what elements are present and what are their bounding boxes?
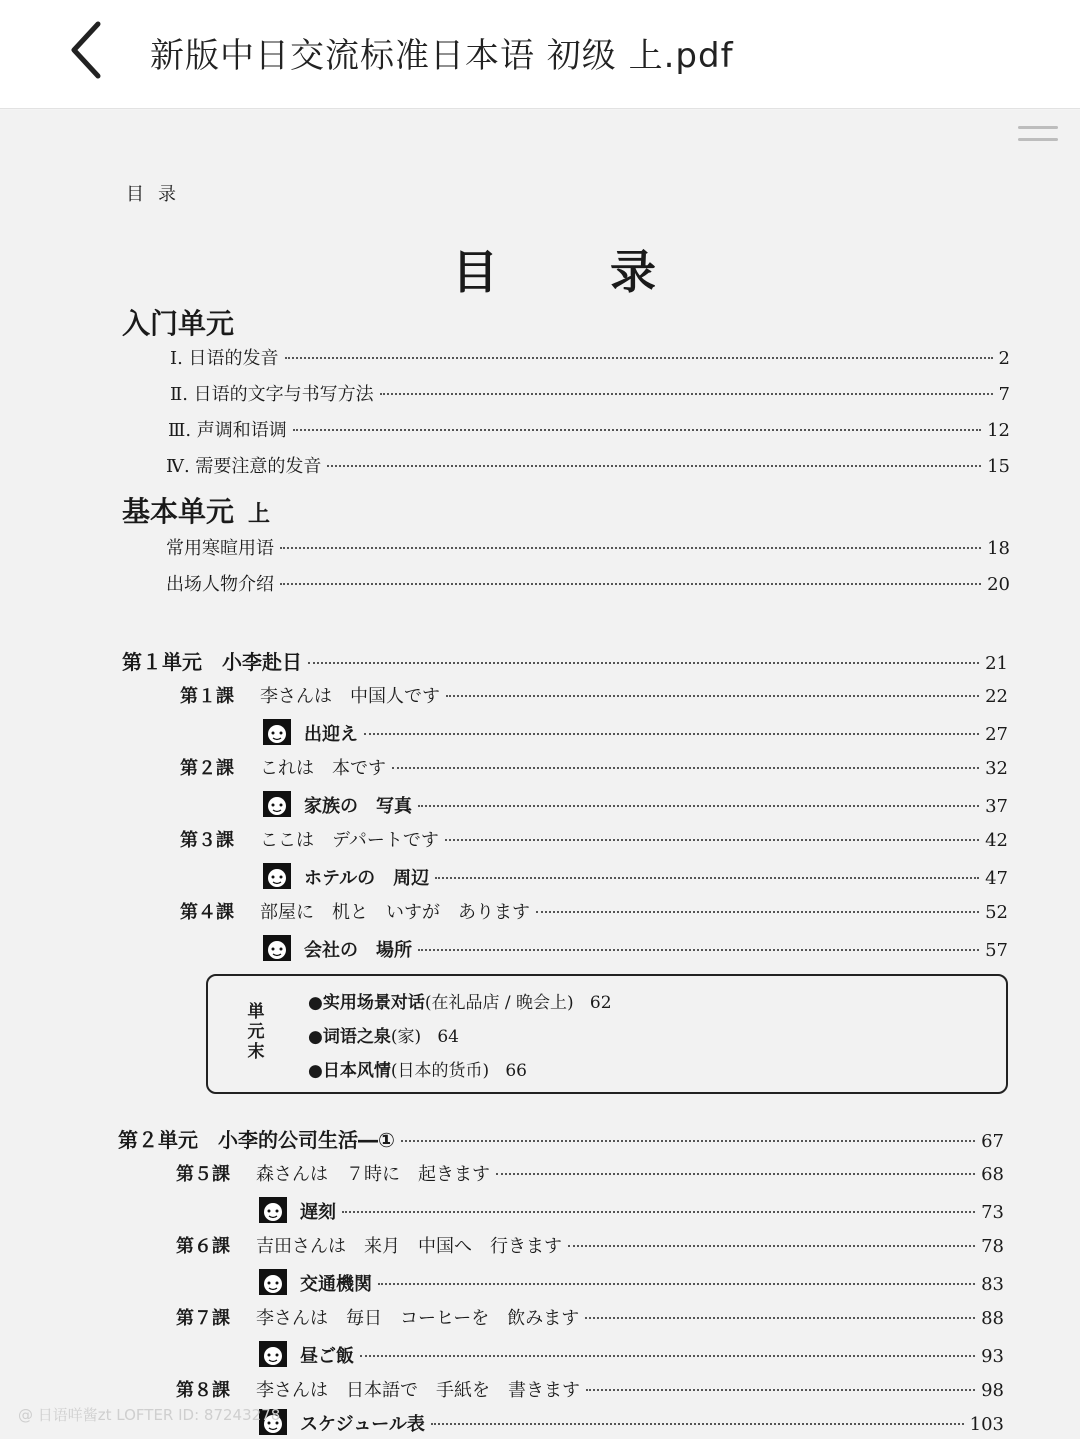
toc-page: 78 — [981, 1236, 1004, 1257]
lesson-number: 第３課 — [180, 830, 234, 851]
lesson-title: 森さんは ７時に 起きます — [256, 1164, 490, 1185]
toc-page: 98 — [981, 1380, 1004, 1401]
lesson-number: 第１課 — [180, 686, 234, 707]
character-face-icon — [262, 862, 292, 890]
character-face-icon — [262, 934, 292, 962]
toc-lesson[interactable] — [180, 898, 1008, 928]
leader-dots — [446, 695, 979, 697]
toc-page: 93 — [981, 1346, 1004, 1367]
sub-title: 会社の 場所 — [304, 940, 412, 961]
section-title: 基本单元 — [122, 495, 235, 528]
toc-label: Ⅲ. 声调和语调 — [168, 420, 287, 441]
leader-dots — [293, 429, 981, 431]
leader-dots — [586, 1389, 975, 1391]
back-button[interactable] — [62, 18, 118, 82]
lesson-title: 李さんは 中国人です — [260, 686, 440, 707]
document-title: 新版中日交流标准日本语 初级 上.pdf — [150, 36, 734, 76]
page-title: 目 录 — [451, 245, 704, 299]
leader-dots — [380, 393, 993, 395]
toc-page: 83 — [981, 1274, 1004, 1295]
toc-page: 103 — [969, 1414, 1004, 1435]
menu-button[interactable] — [1008, 118, 1064, 158]
toc-page: 67 — [981, 1131, 1004, 1152]
leader-dots — [364, 733, 979, 735]
toc-subentry[interactable] — [258, 1408, 1004, 1438]
toc-page: 15 — [987, 456, 1010, 477]
sub-title: 遅刻 — [300, 1202, 336, 1223]
character-face-icon — [262, 718, 292, 746]
leader-dots — [401, 1140, 975, 1142]
toc-subentry[interactable] — [262, 790, 1008, 820]
toc-page: 42 — [985, 830, 1008, 851]
toc-subentry[interactable] — [258, 1196, 1004, 1226]
toc-subentry[interactable] — [262, 934, 1008, 964]
unit-label: 第２単元 小李的公司生活―① — [118, 1128, 395, 1152]
leader-dots — [418, 805, 979, 807]
toc-lesson[interactable] — [176, 1160, 1004, 1190]
leader-dots — [496, 1173, 975, 1175]
character-face-icon — [258, 1268, 288, 1296]
leader-dots — [360, 1355, 975, 1357]
toc-label: Ⅳ. 需要注意的发音 — [166, 456, 322, 477]
lesson-number: 第４課 — [180, 902, 234, 923]
character-face-icon — [262, 790, 292, 818]
sub-title: ホテルの 周辺 — [304, 868, 430, 889]
toc-label: 出场人物介绍 — [166, 574, 274, 595]
unit-end-box — [206, 974, 1008, 1094]
toc-subentry[interactable] — [262, 718, 1008, 748]
watermark: @ 日语咩酱zt LOFTER ID: 87243278 — [18, 1406, 281, 1424]
section-title: 入门单元 — [122, 307, 235, 340]
unit-end-label: 単 元 末 — [247, 1002, 265, 1062]
toc-lesson[interactable] — [176, 1232, 1004, 1262]
unit-label: 第１単元 小李赴日 — [122, 650, 302, 674]
sub-title: 出迎え — [304, 724, 358, 745]
toc-page: 57 — [985, 940, 1008, 961]
leader-dots — [280, 583, 981, 585]
toc-entry[interactable] — [166, 534, 1010, 564]
leader-dots — [445, 839, 979, 841]
toc-subentry[interactable] — [262, 862, 1008, 892]
toc-page: 32 — [985, 758, 1008, 779]
toc-entry[interactable] — [170, 344, 1010, 374]
sub-title: 交通機関 — [300, 1274, 372, 1295]
leader-dots — [280, 547, 981, 549]
character-face-icon — [258, 1340, 288, 1368]
toc-page: 12 — [987, 420, 1010, 441]
lesson-title: 部屋に 机と いすが あります — [260, 902, 530, 923]
toc-entry[interactable] — [166, 570, 1010, 600]
toc-lesson[interactable] — [180, 754, 1008, 784]
section-basic — [122, 490, 270, 530]
leader-dots — [536, 911, 979, 913]
sub-title: 昼ご飯 — [300, 1346, 354, 1367]
unit-end-item[interactable]: ●实用场景对话(在礼品店 / 晚会上) 62 — [308, 993, 612, 1013]
toc-page: 27 — [985, 724, 1008, 745]
lesson-title: これは 本です — [260, 758, 386, 779]
toc-label: 常用寒暄用语 — [166, 538, 274, 559]
leader-dots — [585, 1317, 975, 1319]
toc-page: 22 — [985, 686, 1008, 707]
leader-dots — [378, 1283, 975, 1285]
lesson-number: 第６課 — [176, 1236, 230, 1257]
sub-title: 家族の 写真 — [304, 796, 412, 817]
leader-dots — [392, 767, 979, 769]
section-intro — [122, 302, 234, 342]
toc-page: 20 — [987, 574, 1010, 595]
lesson-number: 第５課 — [176, 1164, 230, 1185]
running-head: 目录 — [126, 184, 190, 205]
toc-page: 2 — [998, 348, 1010, 369]
toc-lesson[interactable] — [176, 1376, 1004, 1406]
toc-unit-1[interactable] — [122, 646, 1008, 676]
lesson-number: 第８課 — [176, 1380, 230, 1401]
unit-end-item[interactable]: ●日本风情(日本的货币) 66 — [308, 1061, 527, 1081]
toc-page: 73 — [981, 1202, 1004, 1223]
menu-icon — [1018, 126, 1058, 129]
toc-page: 52 — [985, 902, 1008, 923]
top-app-bar — [0, 0, 1080, 109]
lesson-number: 第７課 — [176, 1308, 230, 1329]
toc-entry[interactable] — [168, 416, 1010, 446]
toc-subentry[interactable] — [258, 1268, 1004, 1298]
toc-page: 18 — [987, 538, 1010, 559]
toc-lesson[interactable] — [176, 1304, 1004, 1334]
toc-page: 37 — [985, 796, 1008, 817]
leader-dots — [308, 662, 979, 664]
lesson-title: ここは デパートです — [260, 830, 439, 851]
toc-unit-2[interactable] — [118, 1124, 1004, 1154]
toc-page: 21 — [985, 653, 1008, 674]
toc-page: 68 — [981, 1164, 1004, 1185]
toc-label: Ⅰ. 日语的发音 — [170, 348, 279, 369]
character-face-icon — [258, 1196, 288, 1224]
leader-dots — [285, 357, 993, 359]
lesson-title: 吉田さんは 来月 中国へ 行きます — [256, 1236, 562, 1257]
leader-dots — [418, 949, 979, 951]
toc-page: 47 — [985, 868, 1008, 889]
leader-dots — [568, 1245, 975, 1247]
toc-lesson[interactable] — [180, 682, 1008, 712]
leader-dots — [342, 1211, 975, 1213]
lesson-title: 李さんは 日本語で 手紙を 書きます — [256, 1380, 580, 1401]
toc-entry[interactable] — [170, 380, 1010, 410]
toc-label: Ⅱ. 日语的文字与书写方法 — [170, 384, 374, 405]
sub-title: スケジュール表 — [300, 1414, 425, 1435]
chevron-left-icon — [62, 18, 118, 82]
section-suffix: 上 — [248, 502, 271, 527]
leader-dots — [431, 1423, 964, 1425]
unit-end-item[interactable]: ●词语之泉(家) 64 — [308, 1027, 459, 1047]
toc-lesson[interactable] — [180, 826, 1008, 856]
toc-page: 7 — [998, 384, 1010, 405]
toc-entry[interactable] — [166, 452, 1010, 482]
leader-dots — [435, 877, 979, 879]
lesson-number: 第２課 — [180, 758, 234, 779]
toc-subentry[interactable] — [258, 1340, 1004, 1370]
toc-page: 88 — [981, 1308, 1004, 1329]
leader-dots — [327, 465, 981, 467]
lesson-title: 李さんは 毎日 コーヒーを 飲みます — [256, 1308, 580, 1329]
